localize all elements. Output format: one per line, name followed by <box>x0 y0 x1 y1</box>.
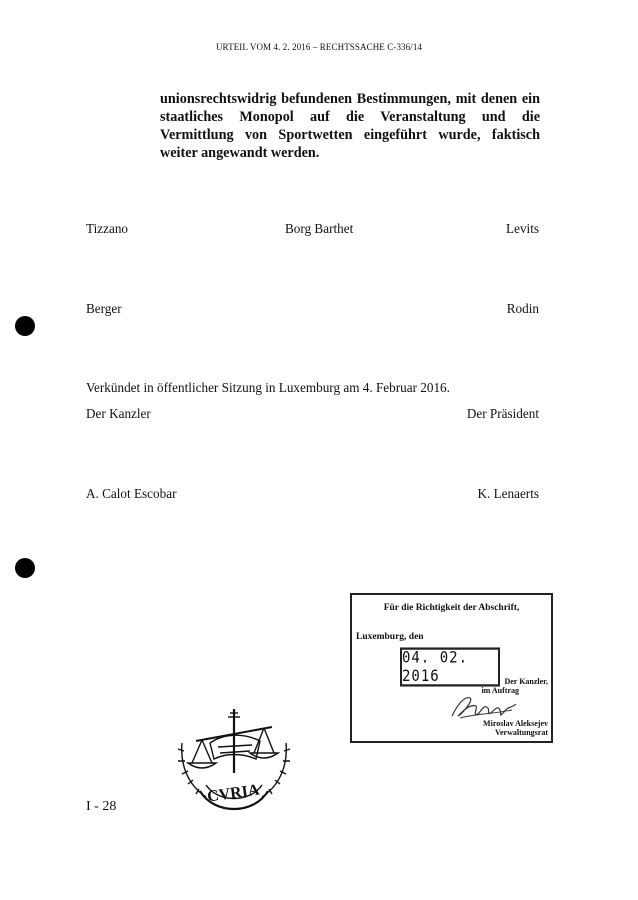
president-title: Der Präsident <box>466 406 539 421</box>
pronouncement-text: Verkündet in öffentlicher Sitzung in Luxemburg am 4. Februar 2016. <box>86 380 450 395</box>
judge-name-levits: Levits <box>506 221 539 236</box>
judge-name-borg-barthet: Borg Barthet <box>285 221 354 236</box>
registrar-name: A. Calot Escobar <box>86 486 177 501</box>
registrar-title: Der Kanzler <box>86 406 151 421</box>
president-name: K. Lenaerts <box>477 486 539 501</box>
handwritten-signature <box>448 690 520 722</box>
judge-name-tizzano: Tizzano <box>86 221 129 236</box>
judgment-conclusion-text: unionsrechtswidrig befundenen Bestimmungen, mit denen ein staatliches Monopol auf die Veranstaltung und die Vermittlung von Sportwetten eingeführt wurde, faktisch weiter angewandt werden. <box>160 91 540 161</box>
stamp-date-box: 04. 02. 2016 <box>400 647 500 686</box>
stamp-place: Luxemburg, den <box>356 632 424 642</box>
stamp-title: Für die Richtigkeit der Abschrift, <box>383 603 520 613</box>
stamp-official-title: Verwaltungsrat <box>494 728 548 737</box>
stamp-official-name: Miroslav Aleksejev <box>483 719 548 728</box>
stamp-role-line1: Der Kanzler, <box>504 677 548 686</box>
page-number: I - 28 <box>86 799 117 814</box>
running-header: URTEIL VOM 4. 2. 2016 – RECHTSSACHE C-336/14 <box>215 42 423 52</box>
punch-hole-bottom <box>15 558 35 578</box>
emblem-text: CVRIA <box>206 781 261 806</box>
punch-hole-top <box>15 316 35 336</box>
court-seal-emblem <box>170 703 298 823</box>
stamp-role-line2: im Auftrag <box>481 686 519 695</box>
judge-name-rodin: Rodin <box>506 301 539 316</box>
judge-name-berger: Berger <box>86 301 122 316</box>
